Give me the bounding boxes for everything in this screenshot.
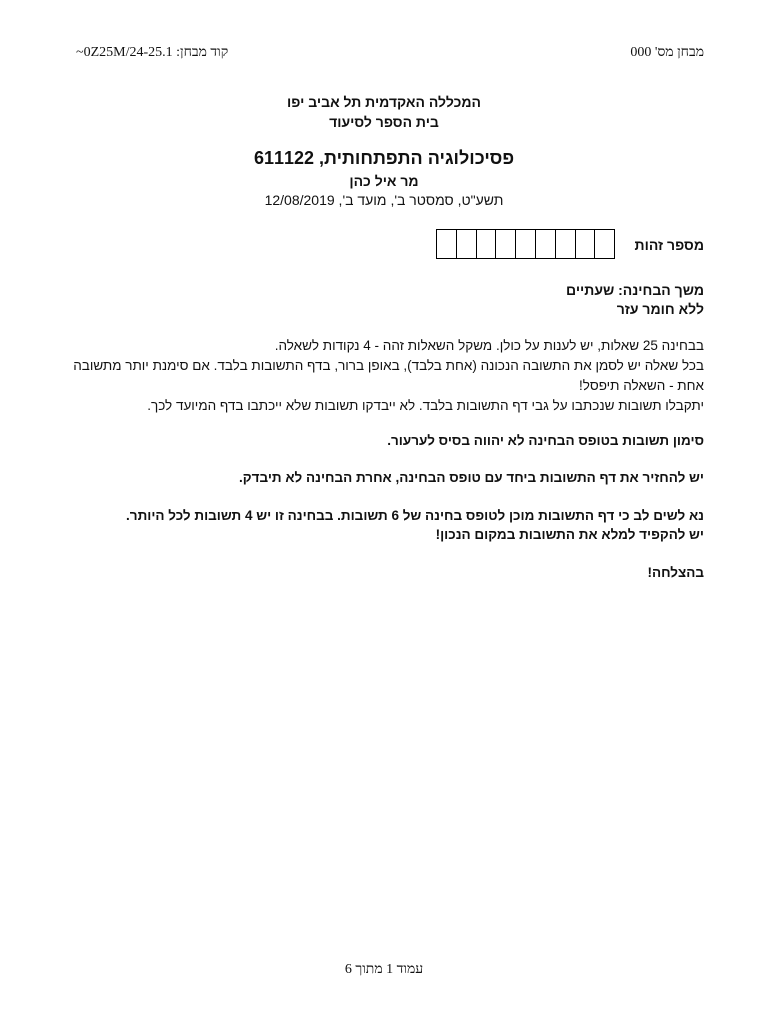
exam-code-value: ~0Z25M/24-25.1	[76, 45, 173, 60]
id-digit-box[interactable]	[535, 229, 556, 259]
notice-return-sheet: יש להחזיר את דף התשובות ביחד עם טופס הבחינה, אחרת הבחינה לא תיבדק.	[239, 470, 704, 485]
course-title: פסיכולוגיה התפתחותית, 611122	[253, 148, 515, 168]
exam-session: תשע"ט, סמסטר ב', מועד ב', 12/08/2019	[264, 192, 504, 208]
exam-code-label: קוד מבחן:	[176, 45, 229, 60]
id-digit-box[interactable]	[476, 229, 497, 259]
page-number: עמוד 1 מתוך 6	[344, 962, 424, 977]
instruction-line: בבחינה 25 שאלות, יש לענות על כולן. משקל השאלות זהה - 4 נקודות לשאלה.	[274, 338, 704, 353]
id-digit-box[interactable]	[594, 229, 615, 259]
exam-number: מבחן מס' 000	[630, 45, 704, 60]
id-digit-box[interactable]	[555, 229, 576, 259]
exam-materials: ללא חומר עזר	[616, 301, 704, 317]
id-digit-box[interactable]	[456, 229, 477, 259]
notice-six-answers: נא לשים לב כי דף התשובות מוכן לטופס בחינה של 6 תשובות. בבחינה זו יש 4 תשובות לכל היותר.	[126, 508, 704, 523]
school-name: בית הספר לסיעוד	[329, 114, 439, 130]
id-digit-box[interactable]	[575, 229, 596, 259]
instruction-line: בכל שאלה יש לסמן את התשובה הנכונה (אחת בלבד), באופן ברור, בדף התשובות בלבד. אם סימנת יותר מתשובה אחת - השאלה תיפסל!	[73, 358, 704, 393]
notice-fill-correct: יש להקפיד למלא את התשובות במקום הנכון!	[435, 527, 704, 542]
exam-duration: משך הבחינה: שעתיים	[566, 282, 704, 298]
good-luck: בהצלחה!	[647, 565, 704, 580]
notice-no-appeal: סימון תשובות בטופס הבחינה לא יהווה בסיס לערעור.	[387, 433, 704, 448]
lecturer-name: מר איל כהן	[349, 173, 419, 189]
id-digit-box[interactable]	[436, 229, 457, 259]
id-number-label: מספר זהות	[634, 237, 704, 253]
instruction-line: יתקבלו תשובות שנכתבו על גבי דף התשובות בלבד. לא ייבדקו תשובות שלא ייכתבו בדף המיועד לכך.	[147, 398, 704, 413]
exam-code	[76, 45, 228, 61]
college-name: המכללה האקדמית תל אביב יפו	[287, 94, 481, 110]
id-number-boxes[interactable]	[436, 229, 615, 259]
id-digit-box[interactable]	[495, 229, 516, 259]
id-digit-box[interactable]	[515, 229, 536, 259]
